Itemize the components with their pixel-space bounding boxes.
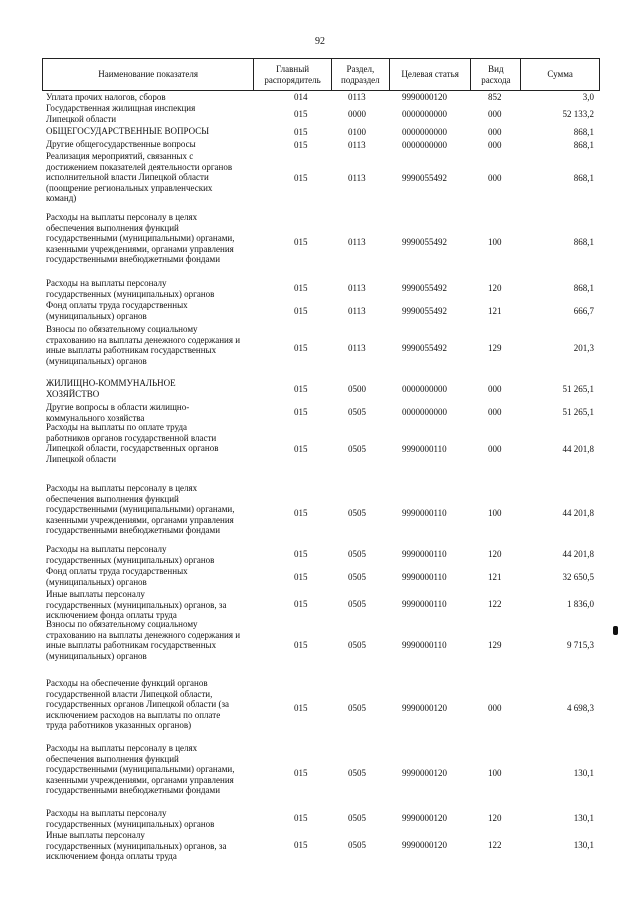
table-row xyxy=(42,324,600,372)
row-summa: 130,1 xyxy=(573,812,594,823)
table-row xyxy=(42,151,600,206)
row-glavny: 015 xyxy=(294,126,308,137)
row-glavny: 015 xyxy=(294,812,308,823)
row-celevaya: 0000000000 xyxy=(402,383,447,394)
row-name: ЖИЛИЩНО-КОММУНАЛЬНОЕ ХОЗЯЙСТВО xyxy=(46,378,176,399)
row-celevaya: 9990000120 xyxy=(402,839,447,850)
row-razdel: 0113 xyxy=(348,342,366,353)
header-vid: Вид расхода xyxy=(471,59,521,90)
row-celevaya: 9990000110 xyxy=(402,639,447,650)
row-glavny: 015 xyxy=(294,548,308,559)
row-celevaya: 0000000000 xyxy=(402,108,447,119)
row-vid: 000 xyxy=(488,108,502,119)
row-vid: 852 xyxy=(488,92,502,103)
row-name: Реализация мероприятий, связанных с достижением показателей деятельности органов исполнительной власти Липецкой области (поощрение региональных управленческих команд) xyxy=(46,151,233,203)
table-row xyxy=(42,544,600,564)
row-razdel: 0505 xyxy=(348,702,366,713)
header-glavny: Главный распорядитель xyxy=(254,59,332,90)
row-glavny: 015 xyxy=(294,702,308,713)
row-glavny: 015 xyxy=(294,406,308,417)
row-summa: 130,1 xyxy=(573,767,594,778)
header-celevaya: Целевая статья xyxy=(390,59,472,90)
row-vid: 121 xyxy=(488,571,502,582)
row-celevaya: 9990055492 xyxy=(402,342,447,353)
scan-mark xyxy=(613,626,618,635)
row-celevaya: 9990000110 xyxy=(402,443,447,454)
row-celevaya: 9990055492 xyxy=(402,173,447,184)
row-razdel: 0100 xyxy=(348,126,366,137)
row-name: Расходы на выплаты персоналу в целях обеспечения выполнения функций государственными (муниципальными) органами, казенными учреждениями, органами управления государственными внебюджетными фондами xyxy=(46,212,235,264)
table-row xyxy=(42,422,600,476)
row-celevaya: 9990055492 xyxy=(402,236,447,247)
row-glavny: 015 xyxy=(294,342,308,353)
row-vid: 129 xyxy=(488,342,502,353)
table-row xyxy=(42,743,600,803)
row-razdel: 0505 xyxy=(348,571,366,582)
table-row xyxy=(42,619,600,671)
row-name: Расходы на выплаты по оплате труда работников органов государственной власти Липецкой области, государственных органов Липецкой области xyxy=(46,422,219,464)
row-celevaya: 9990000120 xyxy=(402,702,447,713)
row-summa: 868,1 xyxy=(573,173,594,184)
row-name: Взносы по обязательному социальному страхованию на выплаты денежного содержания и иные выплаты работникам государственных (муниципальных) органов xyxy=(46,619,241,661)
row-vid: 100 xyxy=(488,767,502,778)
row-summa: 52 133,2 xyxy=(562,108,594,119)
row-glavny: 015 xyxy=(294,639,308,650)
row-vid: 121 xyxy=(488,305,502,316)
row-summa: 32 650,5 xyxy=(562,571,594,582)
row-summa: 9 715,3 xyxy=(567,639,594,650)
row-razdel: 0505 xyxy=(348,598,366,609)
row-celevaya: 9990000110 xyxy=(402,571,447,582)
row-razdel: 0113 xyxy=(348,305,366,316)
row-summa: 3,0 xyxy=(582,92,594,103)
row-glavny: 015 xyxy=(294,571,308,582)
row-vid: 000 xyxy=(488,702,502,713)
row-summa: 868,1 xyxy=(573,126,594,137)
row-razdel: 0113 xyxy=(348,282,366,293)
row-glavny: 014 xyxy=(294,92,308,103)
row-razdel: 0505 xyxy=(348,767,366,778)
row-celevaya: 9990055492 xyxy=(402,282,447,293)
row-celevaya: 9990055492 xyxy=(402,305,447,316)
row-celevaya: 9990000120 xyxy=(402,767,447,778)
row-summa: 868,1 xyxy=(573,236,594,247)
row-razdel: 0113 xyxy=(348,139,366,150)
row-razdel: 0113 xyxy=(348,173,366,184)
row-vid: 000 xyxy=(488,139,502,150)
row-glavny: 015 xyxy=(294,173,308,184)
row-glavny: 015 xyxy=(294,507,308,518)
row-razdel: 0000 xyxy=(348,108,366,119)
row-glavny: 015 xyxy=(294,139,308,150)
row-celevaya: 0000000000 xyxy=(402,126,447,137)
row-name: Расходы на выплаты персоналу государственных (муниципальных) органов xyxy=(46,808,215,829)
row-celevaya: 0000000000 xyxy=(402,406,447,417)
row-razdel: 0500 xyxy=(348,383,366,394)
row-name: Иные выплаты персоналу государственных (муниципальных) органов, за исключением фонда оплаты труда xyxy=(46,589,227,620)
row-glavny: 015 xyxy=(294,108,308,119)
row-vid: 000 xyxy=(488,383,502,394)
table-row xyxy=(42,678,600,738)
row-celevaya: 9990000110 xyxy=(402,548,447,559)
row-summa: 51 265,1 xyxy=(562,383,594,394)
row-celevaya: 9990000120 xyxy=(402,812,447,823)
row-summa: 201,3 xyxy=(573,342,594,353)
header-summa: Сумма xyxy=(547,69,573,79)
table-row xyxy=(42,126,600,138)
row-vid: 122 xyxy=(488,839,502,850)
row-vid: 000 xyxy=(488,126,502,137)
row-vid: 000 xyxy=(488,406,502,417)
row-razdel: 0505 xyxy=(348,443,366,454)
table-header xyxy=(42,58,600,91)
row-razdel: 0505 xyxy=(348,507,366,518)
row-summa: 44 201,8 xyxy=(562,507,594,518)
row-razdel: 0505 xyxy=(348,548,366,559)
row-summa: 130,1 xyxy=(573,839,594,850)
page-number: 92 xyxy=(315,36,325,47)
row-name: Уплата прочих налогов, сборов xyxy=(46,92,166,102)
row-razdel: 0113 xyxy=(348,92,366,103)
row-glavny: 015 xyxy=(294,598,308,609)
row-summa: 44 201,8 xyxy=(562,548,594,559)
row-summa: 666,7 xyxy=(573,305,594,316)
row-name: Государственная жилищная инспекция Липецкой области xyxy=(46,103,196,124)
row-glavny: 015 xyxy=(294,236,308,247)
row-vid: 120 xyxy=(488,282,502,293)
row-glavny: 015 xyxy=(294,767,308,778)
table-row xyxy=(42,566,600,588)
row-summa: 1 836,0 xyxy=(567,598,594,609)
table-row xyxy=(42,483,600,543)
row-name: Взносы по обязательному социальному страхованию на выплаты денежного содержания и иные выплаты работникам государственных (муниципальных) органов xyxy=(46,324,241,366)
row-name: Другие общегосударственные вопросы xyxy=(46,139,196,149)
table-row xyxy=(42,139,600,151)
row-glavny: 015 xyxy=(294,282,308,293)
row-name: Расходы на выплаты персоналу в целях обеспечения выполнения функций государственными (муниципальными) органами, казенными учреждениями, органами управления государственными внебюджетными фондами xyxy=(46,743,235,795)
row-name: Расходы на выплаты персоналу государственных (муниципальных) органов xyxy=(46,278,215,299)
row-glavny: 015 xyxy=(294,305,308,316)
row-vid: 129 xyxy=(488,639,502,650)
row-name: Расходы на обеспечение функций органов государственной власти Липецкой области, государственных органов Липецкой области (за исключением расходов на выплаты по оплате труда работников указанных органов) xyxy=(46,678,230,730)
row-vid: 120 xyxy=(488,812,502,823)
row-celevaya: 9990000120 xyxy=(402,92,447,103)
row-name: Иные выплаты персоналу государственных (муниципальных) органов, за исключением фонда оплаты труда xyxy=(46,830,227,861)
row-summa: 868,1 xyxy=(573,139,594,150)
row-celevaya: 9990000110 xyxy=(402,507,447,518)
header-razdel: Раздел, подраздел xyxy=(332,59,390,90)
row-name: Расходы на выплаты персоналу государственных (муниципальных) органов xyxy=(46,544,215,565)
row-name: Фонд оплаты труда государственных (муниципальных) органов xyxy=(46,300,188,321)
table-row xyxy=(42,300,600,322)
row-razdel: 0113 xyxy=(348,236,366,247)
row-name: Фонд оплаты труда государственных (муниципальных) органов xyxy=(46,566,188,587)
row-summa: 44 201,8 xyxy=(562,443,594,454)
row-vid: 000 xyxy=(488,443,502,454)
table-row xyxy=(42,278,600,298)
row-vid: 100 xyxy=(488,236,502,247)
table-row xyxy=(42,808,600,828)
table-row xyxy=(42,589,600,619)
row-razdel: 0505 xyxy=(348,406,366,417)
row-glavny: 015 xyxy=(294,839,308,850)
table-row xyxy=(42,212,600,272)
table-row xyxy=(42,402,600,422)
row-vid: 000 xyxy=(488,173,502,184)
row-celevaya: 0000000000 xyxy=(402,139,447,150)
row-name: Другие вопросы в области жилищно- коммунального хозяйства xyxy=(46,402,190,423)
row-celevaya: 9990000110 xyxy=(402,598,447,609)
table-row xyxy=(42,378,600,400)
row-vid: 100 xyxy=(488,507,502,518)
row-razdel: 0505 xyxy=(348,839,366,850)
row-vid: 122 xyxy=(488,598,502,609)
row-summa: 4 698,3 xyxy=(567,702,594,713)
table-row xyxy=(42,92,600,103)
row-summa: 51 265,1 xyxy=(562,406,594,417)
header-name: Наименование показателя xyxy=(43,59,254,90)
table-row xyxy=(42,103,600,125)
row-summa: 868,1 xyxy=(573,282,594,293)
table-row xyxy=(42,830,600,860)
row-name: Расходы на выплаты персоналу в целях обеспечения выполнения функций государственными (муниципальными) органами, казенными учреждениями, органами управления государственными внебюджетными фондами xyxy=(46,483,235,535)
row-razdel: 0505 xyxy=(348,812,366,823)
row-vid: 120 xyxy=(488,548,502,559)
row-razdel: 0505 xyxy=(348,639,366,650)
row-name: ОБЩЕГОСУДАРСТВЕННЫЕ ВОПРОСЫ xyxy=(46,126,210,136)
row-glavny: 015 xyxy=(294,443,308,454)
row-glavny: 015 xyxy=(294,383,308,394)
